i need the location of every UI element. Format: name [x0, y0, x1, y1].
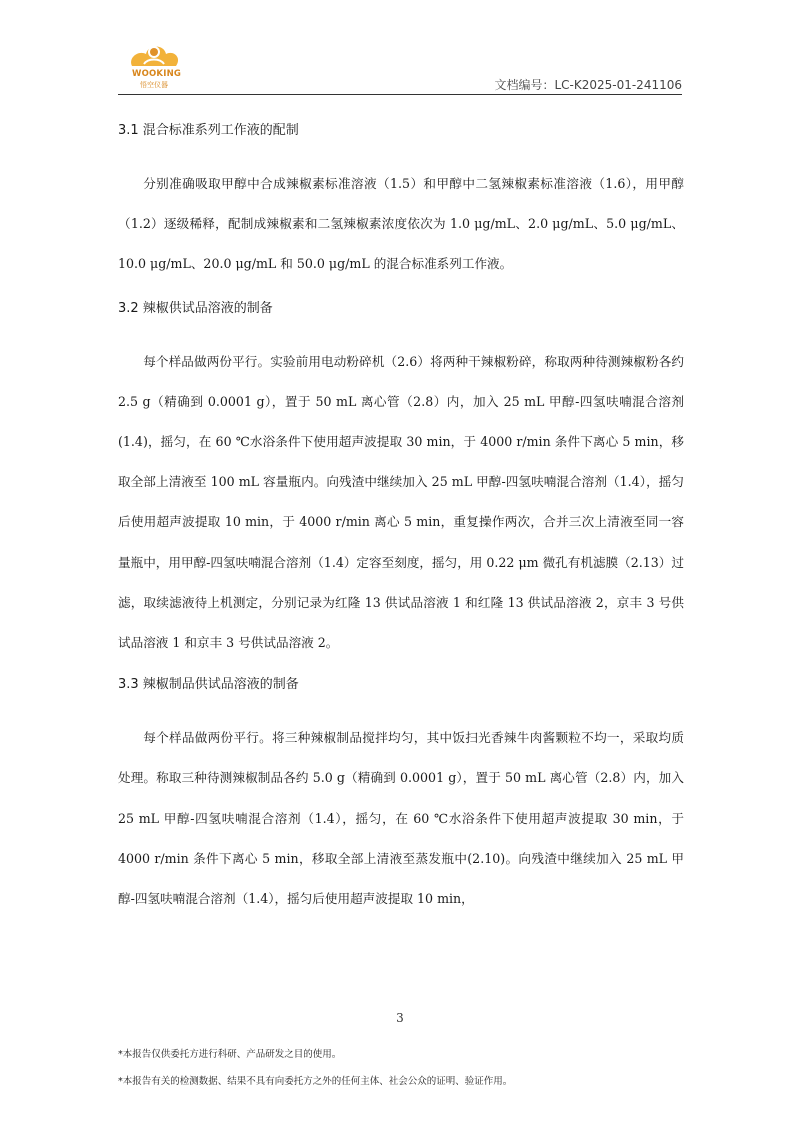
document-body [118, 118, 684, 919]
section-paragraph-3-1: 分别准确吸取甲醇中合成辣椒素标准溶液（1.5）和甲醇中二氢辣椒素标准溶液（1.6），用甲醇（1.2）逐级稀释，配制成辣椒素和二氢辣椒素浓度依次为 1.0 μg/mL、2.0 μg/mL、5.0 μg/mL、10.0 μg/mL、20.0 μg/mL 和 50.0 μg/mL 的混合标准系列工作液。 [118, 176, 684, 272]
header-divider [118, 94, 682, 95]
logo-subtext: 悟空仪器 [140, 81, 168, 89]
footer-note-usage: *本报告仅供委托方进行科研、产品研发之目的使用。 [118, 1049, 342, 1060]
section-paragraph-3-3: 每个样品做两份平行。将三种辣椒制品搅拌均匀，其中饭扫光香辣牛肉酱颗粒不均一，采取均质处理。称取三种待测辣椒制品各约 5.0 g（精确到 0.0001 g），置于 50 mL 离心管（2.8）内，加入 25 mL 甲醇-四氢呋喃混合溶剂（1.4），摇匀，在 60 ℃水浴条件下使用超声波提取 30 min，于 4000 r/min 条件下离心 5 min，移取全部上清液至蒸发瓶中(2.10)。向残渣中继续加入 25 mL 甲醇-四氢呋喃混合溶剂（1.4），摇匀后使用超声波提取 10 min， [118, 730, 684, 907]
page-number: 3 [396, 1011, 404, 1025]
document-number: 文档编号：LC-K2025-01-241106 [494, 78, 682, 92]
section-heading-3-3: 3.3 辣椒制品供试品溶液的制备 [118, 677, 299, 693]
logo-text: WOOKING [132, 69, 182, 79]
footer-note-disclaimer: *本报告有关的检测数据、结果不具有向委托方之外的任何主体、社会公众的证明、验证作用。 [118, 1076, 513, 1087]
section-paragraph-3-2: 每个样品做两份平行。实验前用电动粉碎机（2.6）将两种干辣椒粉碎，称取两种待测辣椒粉各约 2.5 g（精确到 0.0001 g），置于 50 mL 离心管（2.8）内，加入 25 mL 甲醇-四氢呋喃混合溶剂(1.4)，摇匀，在 60 ℃水浴条件下使用超声波提取 30 min，于 4000 r/min 条件下离心 5 min，移取全部上清液至 100 mL 容量瓶内。向残渣中继续加入 25 mL 甲醇-四氢呋喃混合溶剂（1.4），摇匀后使用超声波提取 10 min，于 4000 r/min 离心 5 min，重复操作两次，合并三次上清液至同一容量瓶中，用甲醇-四氢呋喃混合溶剂（1.4）定容至刻度，摇匀，用 0.22 μm 微孔有机滤膜（2.13）过滤，取续滤液待上机测定，分别记录为红隆 13 供试品溶液 1 和红隆 13 供试品溶液 2，京丰 3 号供试品溶液 1 和京丰 3 号供试品溶液 2。 [118, 353, 684, 651]
page-header [118, 36, 682, 94]
section-heading-3-2: 3.2 辣椒供试品溶液的制备 [118, 300, 273, 316]
section-heading-3-1: 3.1 混合标准系列工作液的配制 [118, 123, 299, 138]
